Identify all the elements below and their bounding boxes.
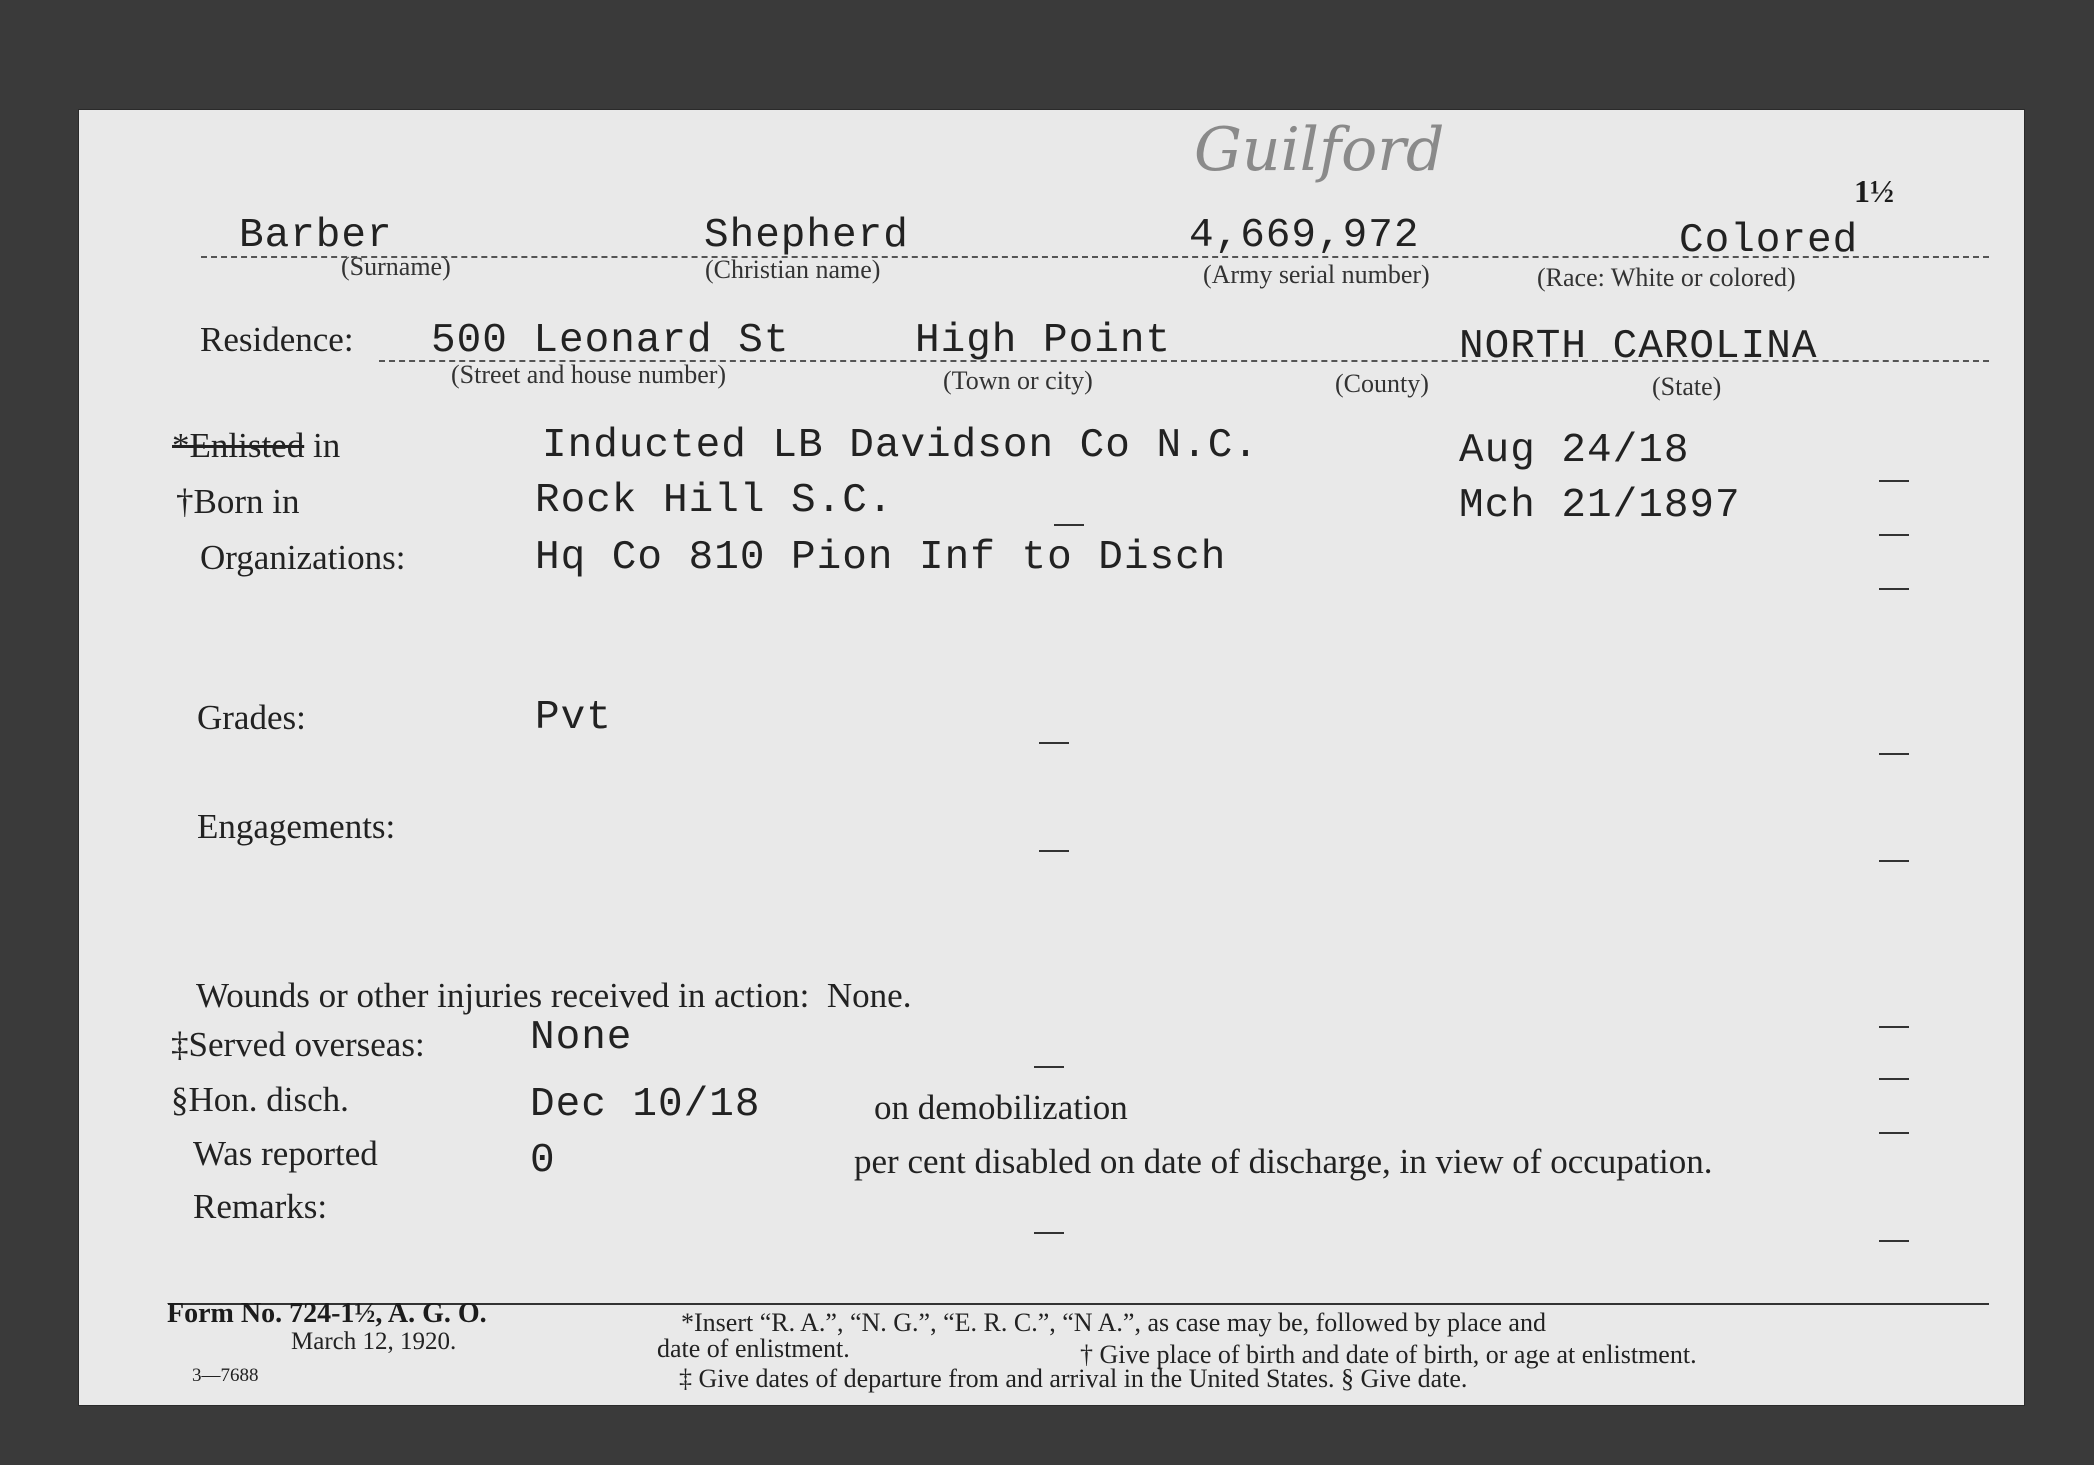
footer-note-1: *Insert “R. A.”, “N. G.”, “E. R. C.”, “N A.”, as case may be, followed by place and bbox=[681, 1308, 1546, 1337]
dash-mark bbox=[1879, 1078, 1909, 1080]
dash-mark bbox=[1034, 1232, 1064, 1234]
footer-note-3: ‡ Give dates of departure from and arrival in the United States. § Give date. bbox=[679, 1364, 1468, 1393]
enlisted-date: Aug 24/18 bbox=[1459, 428, 1690, 474]
footer-note-2: † Give place of birth and date of birth, or age at enlistment. bbox=[1080, 1340, 1697, 1369]
organizations-label: Organizations: bbox=[200, 538, 406, 577]
engagements-label: Engagements: bbox=[197, 807, 396, 846]
state-caption: (State) bbox=[1652, 372, 1722, 401]
wounds-value: None. bbox=[826, 976, 912, 1015]
dash-mark bbox=[1054, 524, 1084, 526]
surname-value: Barber bbox=[239, 213, 393, 259]
dash-mark bbox=[1879, 1026, 1909, 1028]
discharge-label: §Hon. disch. bbox=[171, 1080, 349, 1119]
dash-mark bbox=[1879, 534, 1909, 536]
town-caption: (Town or city) bbox=[943, 366, 1093, 395]
christian-name-value: Shepherd bbox=[704, 213, 909, 259]
overseas-label: ‡Served overseas: bbox=[171, 1025, 425, 1064]
overseas-value: None bbox=[530, 1015, 633, 1061]
serial-caption: (Army serial number) bbox=[1203, 260, 1430, 289]
reported-label: Was reported bbox=[193, 1134, 378, 1173]
dash-mark bbox=[1879, 588, 1909, 590]
state-value: NORTH CAROLINA bbox=[1459, 324, 1818, 370]
form-number: Form No. 724-1½, A. G. O. bbox=[167, 1298, 487, 1329]
wounds-label bbox=[196, 976, 911, 1016]
wounds-label-text: Wounds or other injuries received in action: bbox=[196, 976, 810, 1015]
handwritten-county: Guilford bbox=[1194, 115, 1445, 185]
street-caption: (Street and house number) bbox=[451, 360, 727, 389]
christian-caption: (Christian name) bbox=[705, 255, 881, 284]
dash-mark bbox=[1039, 742, 1069, 744]
dash-mark bbox=[1034, 1066, 1064, 1068]
footer-note-1b: date of enlistment. bbox=[657, 1334, 850, 1363]
serial-number-value: 4,669,972 bbox=[1189, 213, 1420, 259]
enlisted-in: in bbox=[304, 426, 341, 465]
grades-value: Pvt bbox=[535, 695, 612, 741]
card-number: 1½ bbox=[1854, 173, 1894, 209]
street-value: 500 Leonard St bbox=[431, 318, 790, 364]
born-date: Mch 21/1897 bbox=[1459, 483, 1741, 529]
dash-mark bbox=[1879, 860, 1909, 862]
organizations-value: Hq Co 810 Pion Inf to Disch bbox=[535, 535, 1227, 581]
born-label: †Born in bbox=[176, 482, 300, 521]
race-value: Colored bbox=[1679, 218, 1859, 264]
residence-label: Residence: bbox=[200, 320, 354, 359]
race-caption: (Race: White or colored) bbox=[1537, 263, 1796, 292]
discharge-value: Dec 10/18 bbox=[530, 1082, 761, 1128]
print-code: 3—7688 bbox=[192, 1365, 259, 1386]
county-caption: (County) bbox=[1335, 369, 1429, 398]
town-value: High Point bbox=[915, 318, 1172, 364]
surname-caption: (Surname) bbox=[341, 252, 451, 281]
dash-mark bbox=[1879, 1132, 1909, 1134]
form-date: March 12, 1920. bbox=[291, 1328, 457, 1355]
enlisted-value: Inducted LB Davidson Co N.C. bbox=[542, 423, 1259, 469]
dash-mark bbox=[1039, 850, 1069, 852]
reported-value: 0 bbox=[530, 1138, 556, 1184]
enlisted-struck: *Enlisted bbox=[172, 426, 305, 465]
born-value: Rock Hill S.C. bbox=[535, 478, 894, 524]
remarks-label: Remarks: bbox=[193, 1187, 328, 1226]
dash-mark bbox=[1879, 753, 1909, 755]
dash-mark bbox=[1879, 480, 1909, 482]
reported-text: per cent disabled on date of discharge, in view of occupation. bbox=[854, 1142, 1713, 1181]
dash-mark bbox=[1879, 1240, 1909, 1242]
service-record-card bbox=[79, 110, 2024, 1405]
grades-label: Grades: bbox=[197, 698, 306, 737]
enlisted-label bbox=[172, 426, 340, 466]
discharge-reason: on demobilization bbox=[874, 1088, 1128, 1127]
